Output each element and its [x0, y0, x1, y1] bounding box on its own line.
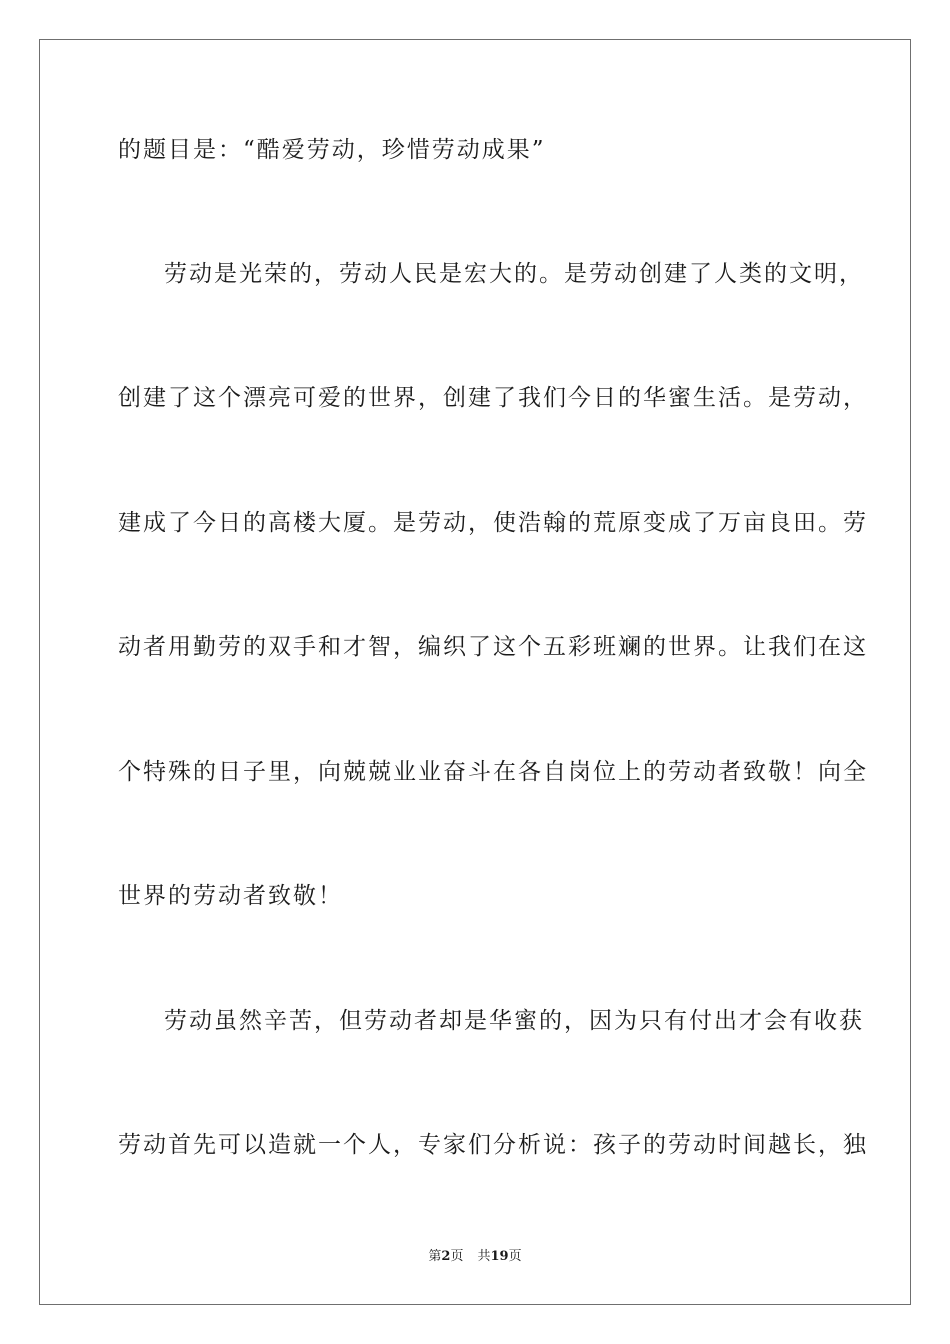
text-line: 个特殊的日子里，向兢兢业业奋斗在各自岗位上的劳动者致敬！向全	[118, 759, 868, 785]
text-line: 动者用勤劳的双手和才智，编织了这个五彩班斓的世界。让我们在这	[118, 634, 868, 660]
page-footer	[0, 1249, 950, 1265]
paragraph-start-line: 劳动是光荣的，劳动人民是宏大的。是劳动创建了人类的文明，	[164, 261, 864, 287]
paragraph-start-line: 劳动虽然辛苦，但劳动者却是华蜜的，因为只有付出才会有收获	[164, 1008, 864, 1034]
text-line: 的题目是：“酷爱劳动，珍惜劳动成果”	[118, 137, 546, 163]
text-line: 建成了今日的高楼大厦。是劳动，使浩翰的荒原变成了万亩良田。劳	[118, 510, 868, 536]
text-line: 世界的劳动者致敬！	[118, 883, 343, 909]
total-pages: 19	[490, 1249, 509, 1264]
total-prefix: 共	[477, 1249, 491, 1264]
page-number: 2	[441, 1249, 451, 1264]
page-suffix: 页	[450, 1249, 464, 1264]
page-prefix: 第	[428, 1249, 442, 1264]
total-suffix: 页	[508, 1249, 522, 1264]
page-border	[39, 39, 911, 1305]
text-line: 创建了这个漂亮可爱的世界，创建了我们今日的华蜜生活。是劳动，	[118, 385, 868, 411]
text-line: 劳动首先可以造就一个人，专家们分析说：孩子的劳动时间越长，独	[118, 1132, 868, 1158]
